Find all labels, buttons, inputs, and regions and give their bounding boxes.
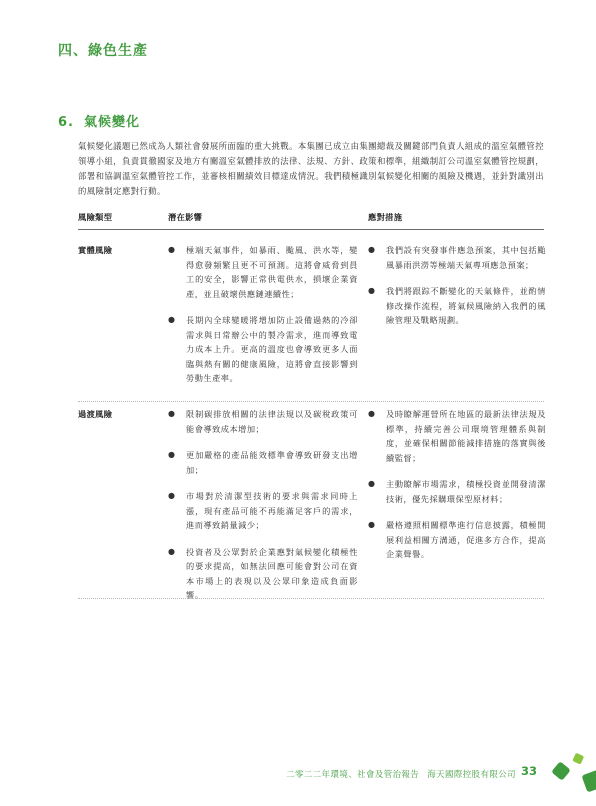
header-impact: 潛在影響 bbox=[168, 212, 203, 222]
section-number: 6. bbox=[58, 115, 74, 130]
intro-paragraph: 氣候變化議題已然成為人類社會發展所面臨的重大挑戰。本集團已成立由集團總裁及關鍵部門負責人組成的溫室氣體管控領導小組，負責貫徹國家及地方有關溫室氣體排放的法律、法規、方針、政策和標準，組織制訂公司溫室氣體管控規劃，部署和協調溫室氣體管控工作，並審核相關績效目標達成情況。我們積極識別氣候變化相關的風險及機遇，並針對識別出的風險制定應對行動。 bbox=[78, 141, 544, 196]
bullet-icon: ● bbox=[168, 491, 176, 500]
list-item: ● 限制碳排放相關的法律法規以及碳稅政策可能會導致成本增加； bbox=[168, 409, 358, 434]
row-divider bbox=[78, 598, 544, 599]
section-heading bbox=[58, 111, 140, 130]
footer-report-name: 二零二二年環境、社會及管治報告 bbox=[286, 769, 420, 779]
list-item: ● 我們設有突發事件應急預案，其中包括颱風暴雨洪澇等極端天氣專項應急預案； bbox=[368, 245, 546, 270]
page-number: 33 bbox=[521, 764, 538, 778]
chapter-title: 四、綠色生產 bbox=[58, 43, 148, 59]
list-item: ● 投資者及公眾對於企業應對氣候變化積極性的要求提高，如無法回應可能會對公司在資本市場上的表現以及公眾印象造成負面影響。 bbox=[168, 546, 358, 600]
list-item: ● 極端天氣事件，如暴雨、颱風、洪水等，變得愈發頻繁且更不可預測。這將會威脅到員工的安全，影響正常供電供水，損壞企業資產，並且破壞供應鏈連續性； bbox=[168, 245, 358, 299]
physical-risk-responses bbox=[368, 243, 546, 340]
row-label-physical-risk: 實體風險 bbox=[78, 245, 113, 255]
bullet-icon: ● bbox=[368, 409, 376, 418]
row-divider bbox=[78, 401, 544, 402]
bullet-icon: ● bbox=[168, 245, 176, 254]
bullet-icon: ● bbox=[168, 409, 176, 418]
list-item: ● 主動瞭解市場需求，積極投資並開發清潔技術，優先採購環保型原材料； bbox=[368, 479, 546, 504]
list-item: ● 我們將跟踪不斷變化的天氣條件，並酌情修改操作流程，將氣候風險納入我們的風險管理及戰略規劃。 bbox=[368, 286, 546, 325]
transition-risk-impacts bbox=[168, 407, 358, 615]
list-item: ● 更加嚴格的產品能效標準會導致研發支出增加； bbox=[168, 450, 358, 475]
list-item: ● 及時瞭解運營所在地區的最新法律法規及標準，持續完善公司環境管理體系與制度，並確保相關節能減排措施的落實與後續監督； bbox=[368, 409, 546, 463]
header-response: 應對措施 bbox=[368, 212, 403, 222]
bullet-icon: ● bbox=[368, 245, 376, 254]
header-risk-type: 風險類型 bbox=[78, 212, 113, 222]
table-header-row bbox=[78, 205, 544, 230]
transition-risk-responses bbox=[368, 407, 546, 574]
bullet-icon: ● bbox=[368, 286, 376, 295]
bullet-icon: ● bbox=[168, 315, 176, 324]
physical-risk-impacts bbox=[168, 243, 358, 398]
bullet-icon: ● bbox=[168, 450, 176, 459]
footer-report-info bbox=[286, 768, 516, 780]
bullet-icon: ● bbox=[368, 479, 376, 488]
bullet-icon: ● bbox=[368, 520, 376, 529]
list-item: ● 長期內全球變暖將增加防止設備過熱的冷卻需求與日常辦公中的製冷需求，進而導致電力成本上升。更高的溫度也會導致更多人面臨與熱有關的健康風險，這將會直接影響到勞動生產率。 bbox=[168, 315, 358, 383]
list-item: ● 嚴格遵照相關標準進行信息披露，積極開展利益相關方溝通，促進多方合作，提高企業聲譽。 bbox=[368, 520, 546, 559]
bullet-icon: ● bbox=[168, 546, 176, 556]
decorative-leaf-shapes-icon bbox=[544, 746, 596, 806]
row-label-transition-risk: 過渡風險 bbox=[78, 409, 113, 419]
footer-company-name: 海天國際控股有限公司 bbox=[427, 769, 516, 779]
list-item: ● 市場對於清潔型技術的要求與需求同時上漲，現有產品可能不再能滿足客戶的需求，進而導致銷量減少； bbox=[168, 491, 358, 530]
section-title: 氣候變化 bbox=[83, 115, 140, 130]
